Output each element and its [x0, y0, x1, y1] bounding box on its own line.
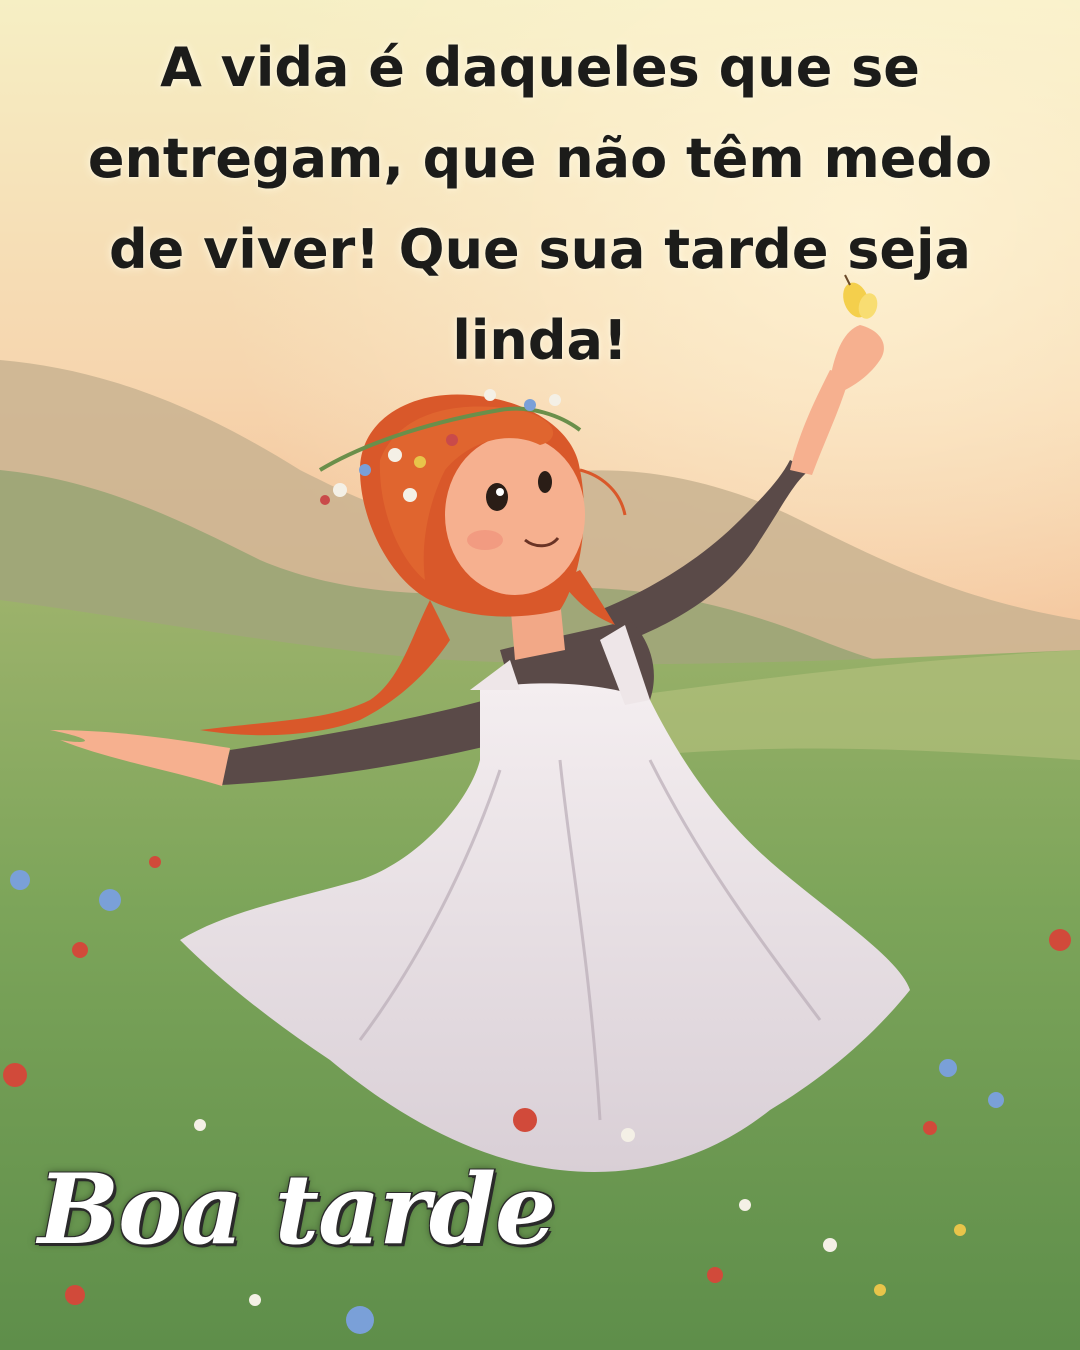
eye-left [486, 483, 508, 511]
crown-flower [359, 464, 371, 476]
crown-flower [524, 399, 536, 411]
meadow-flower [65, 1285, 85, 1305]
meadow-flower [923, 1121, 937, 1135]
quote-text: A vida é daqueles que se entregam, que não têm medo de viver! Que sua tarde seja linda! [87, 36, 993, 372]
meadow-flower [249, 1294, 261, 1306]
meadow-flower [954, 1224, 966, 1236]
meadow-flower [194, 1119, 206, 1131]
crown-flower [414, 456, 426, 468]
meadow-flower [513, 1108, 537, 1132]
crown-flower [403, 488, 417, 502]
meadow-flower [1049, 929, 1071, 951]
crown-flower [446, 434, 458, 446]
meadow-flower [99, 889, 121, 911]
cheek-blush [467, 530, 503, 550]
crown-flower [320, 495, 330, 505]
face [445, 435, 585, 595]
meadow-flower [988, 1092, 1004, 1108]
meadow-flower [10, 870, 30, 890]
crown-flower [484, 389, 496, 401]
meadow-flower [3, 1063, 27, 1087]
meadow-flower [707, 1267, 723, 1283]
meadow-flower [621, 1128, 635, 1142]
greeting-title: Boa tarde [38, 1153, 556, 1266]
meadow-flower [346, 1306, 374, 1334]
meadow-flower [823, 1238, 837, 1252]
meadow-flower [939, 1059, 957, 1077]
eye-left-highlight [496, 488, 504, 496]
meadow-flower [739, 1199, 751, 1211]
crown-flower [333, 483, 347, 497]
meadow-flower [72, 942, 88, 958]
meadow-flower [874, 1284, 886, 1296]
eye-right [538, 471, 552, 493]
crown-flower [549, 394, 561, 406]
crown-flower [388, 448, 402, 462]
meadow-flower [149, 856, 161, 868]
